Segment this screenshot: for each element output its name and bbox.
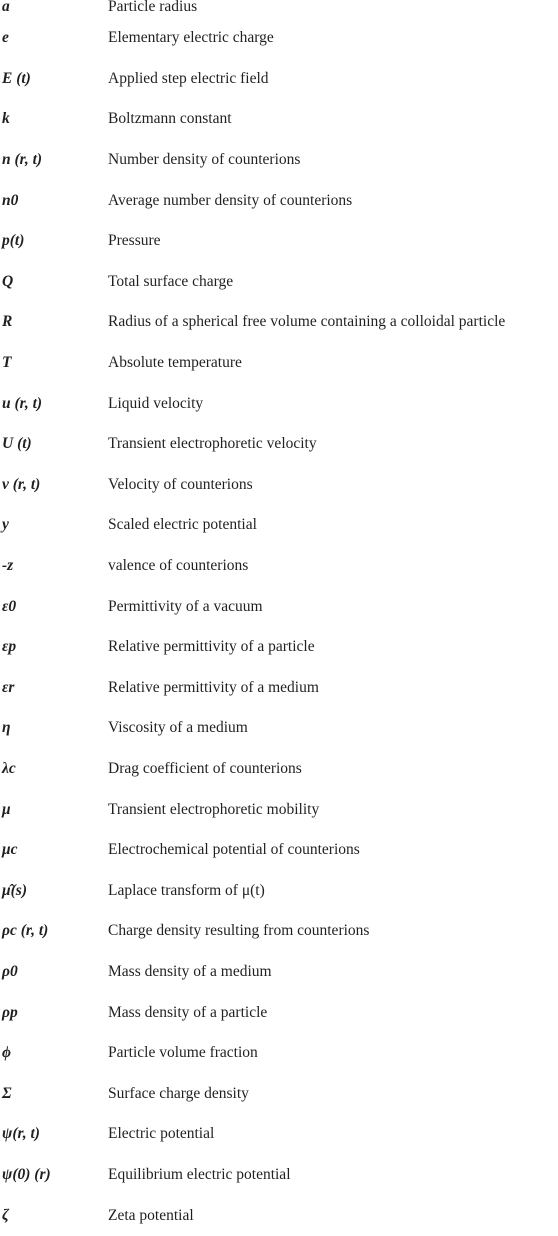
symbol: εr: [2, 678, 15, 696]
nomenclature-row: [0, 952, 558, 993]
symbol: e: [2, 29, 9, 47]
description: Total surface charge: [108, 272, 234, 290]
nomenclature-row: [0, 140, 558, 181]
description: Number density of counterions: [108, 151, 301, 169]
symbol: εp: [2, 638, 17, 656]
nomenclature-row: [0, 262, 558, 303]
symbol: E (t): [2, 69, 31, 87]
symbol: ψ(r, t): [2, 1125, 40, 1143]
description: Particle volume fraction: [108, 1044, 258, 1062]
symbol: Σ: [2, 1084, 12, 1102]
description: Mass density of a particle: [108, 1003, 268, 1021]
symbol: R: [2, 313, 13, 331]
description: Mass density of a medium: [108, 962, 272, 980]
symbol: y: [2, 516, 9, 534]
nomenclature-row: [0, 465, 558, 506]
description: Radius of a spherical free volume containing a colloidal particle: [108, 313, 506, 331]
nomenclature-row: [0, 180, 558, 221]
symbol: T: [2, 354, 12, 372]
symbol: ε0: [2, 597, 17, 615]
symbol: ρc (r, t): [2, 922, 49, 940]
nomenclature-row: [0, 870, 558, 911]
symbol: μc: [2, 841, 18, 859]
description: Surface charge density: [108, 1084, 249, 1102]
description: Electrochemical potential of counterions: [108, 841, 360, 859]
nomenclature-row: [0, 302, 558, 343]
description: Liquid velocity: [108, 394, 204, 412]
description: Relative permittivity of a particle: [108, 638, 315, 656]
symbol: U (t): [2, 435, 32, 453]
nomenclature-row: [0, 911, 558, 952]
nomenclature-row: [0, 1033, 558, 1074]
description: Viscosity of a medium: [108, 719, 248, 737]
description: Transient electrophoretic mobility: [108, 800, 320, 818]
symbol: k: [2, 110, 10, 128]
symbol: ρ0: [2, 962, 18, 980]
description: Velocity of counterions: [108, 475, 253, 493]
description: Pressure: [108, 232, 161, 250]
description: Laplace transform of μ(t): [108, 881, 265, 899]
symbol: ζ: [2, 1206, 9, 1224]
nomenclature-row: [0, 383, 558, 424]
description: Applied step electric field: [108, 69, 269, 87]
nomenclature-row: [0, 830, 558, 871]
nomenclature-row: [0, 221, 558, 262]
description: Drag coefficient of counterions: [108, 759, 302, 777]
nomenclature-row: [0, 708, 558, 749]
nomenclature-row: [0, 627, 558, 668]
symbol: n0: [2, 191, 19, 209]
description: Relative permittivity of a medium: [108, 678, 319, 696]
nomenclature-row: [0, 1195, 558, 1236]
description: Absolute temperature: [108, 354, 242, 372]
nomenclature-row: [0, 99, 558, 140]
description: Transient electrophoretic velocity: [108, 435, 317, 453]
nomenclature-row: [0, 668, 558, 709]
symbol: μ: [2, 800, 11, 818]
symbol: ρp: [2, 1003, 18, 1021]
symbol: Q: [2, 272, 14, 290]
nomenclature-row: [0, 1073, 558, 1114]
nomenclature-row: [0, 424, 558, 465]
nomenclature-row: [0, 343, 558, 384]
description: Boltzmann constant: [108, 110, 232, 128]
symbol: -z: [2, 557, 14, 575]
description: Zeta potential: [108, 1206, 194, 1224]
nomenclature-row: [0, 789, 558, 830]
description: Charge density resulting from counterions: [108, 922, 370, 940]
nomenclature-row: [0, 1114, 558, 1155]
description: valence of counterions: [108, 557, 249, 575]
symbol: n (r, t): [2, 151, 43, 169]
symbol: u (r, t): [2, 394, 43, 412]
symbol: η: [2, 719, 11, 737]
nomenclature-row: [0, 586, 558, 627]
description: Elementary electric charge: [108, 29, 274, 47]
symbol: p(t): [2, 232, 25, 250]
description: Average number density of counterions: [108, 191, 353, 209]
nomenclature-row: [0, 505, 558, 546]
description: Electric potential: [108, 1125, 215, 1143]
symbol: λc: [2, 759, 16, 777]
nomenclature-row: [0, 18, 558, 59]
nomenclature-row: [0, 0, 558, 18]
nomenclature-row: [0, 749, 558, 790]
description: Particle radius: [108, 0, 198, 15]
nomenclature-row: [0, 1155, 558, 1196]
nomenclature-row: [0, 992, 558, 1033]
description: Scaled electric potential: [108, 516, 257, 534]
nomenclature-row: [0, 59, 558, 100]
symbol: ψ(0) (r): [2, 1165, 51, 1183]
symbol: a: [2, 0, 10, 15]
nomenclature-row: [0, 546, 558, 587]
symbol: μ̂(s): [2, 881, 27, 899]
description: Permittivity of a vacuum: [108, 597, 263, 615]
symbol: ϕ: [2, 1044, 11, 1062]
symbol: v (r, t): [2, 475, 41, 493]
description: Equilibrium electric potential: [108, 1165, 291, 1183]
